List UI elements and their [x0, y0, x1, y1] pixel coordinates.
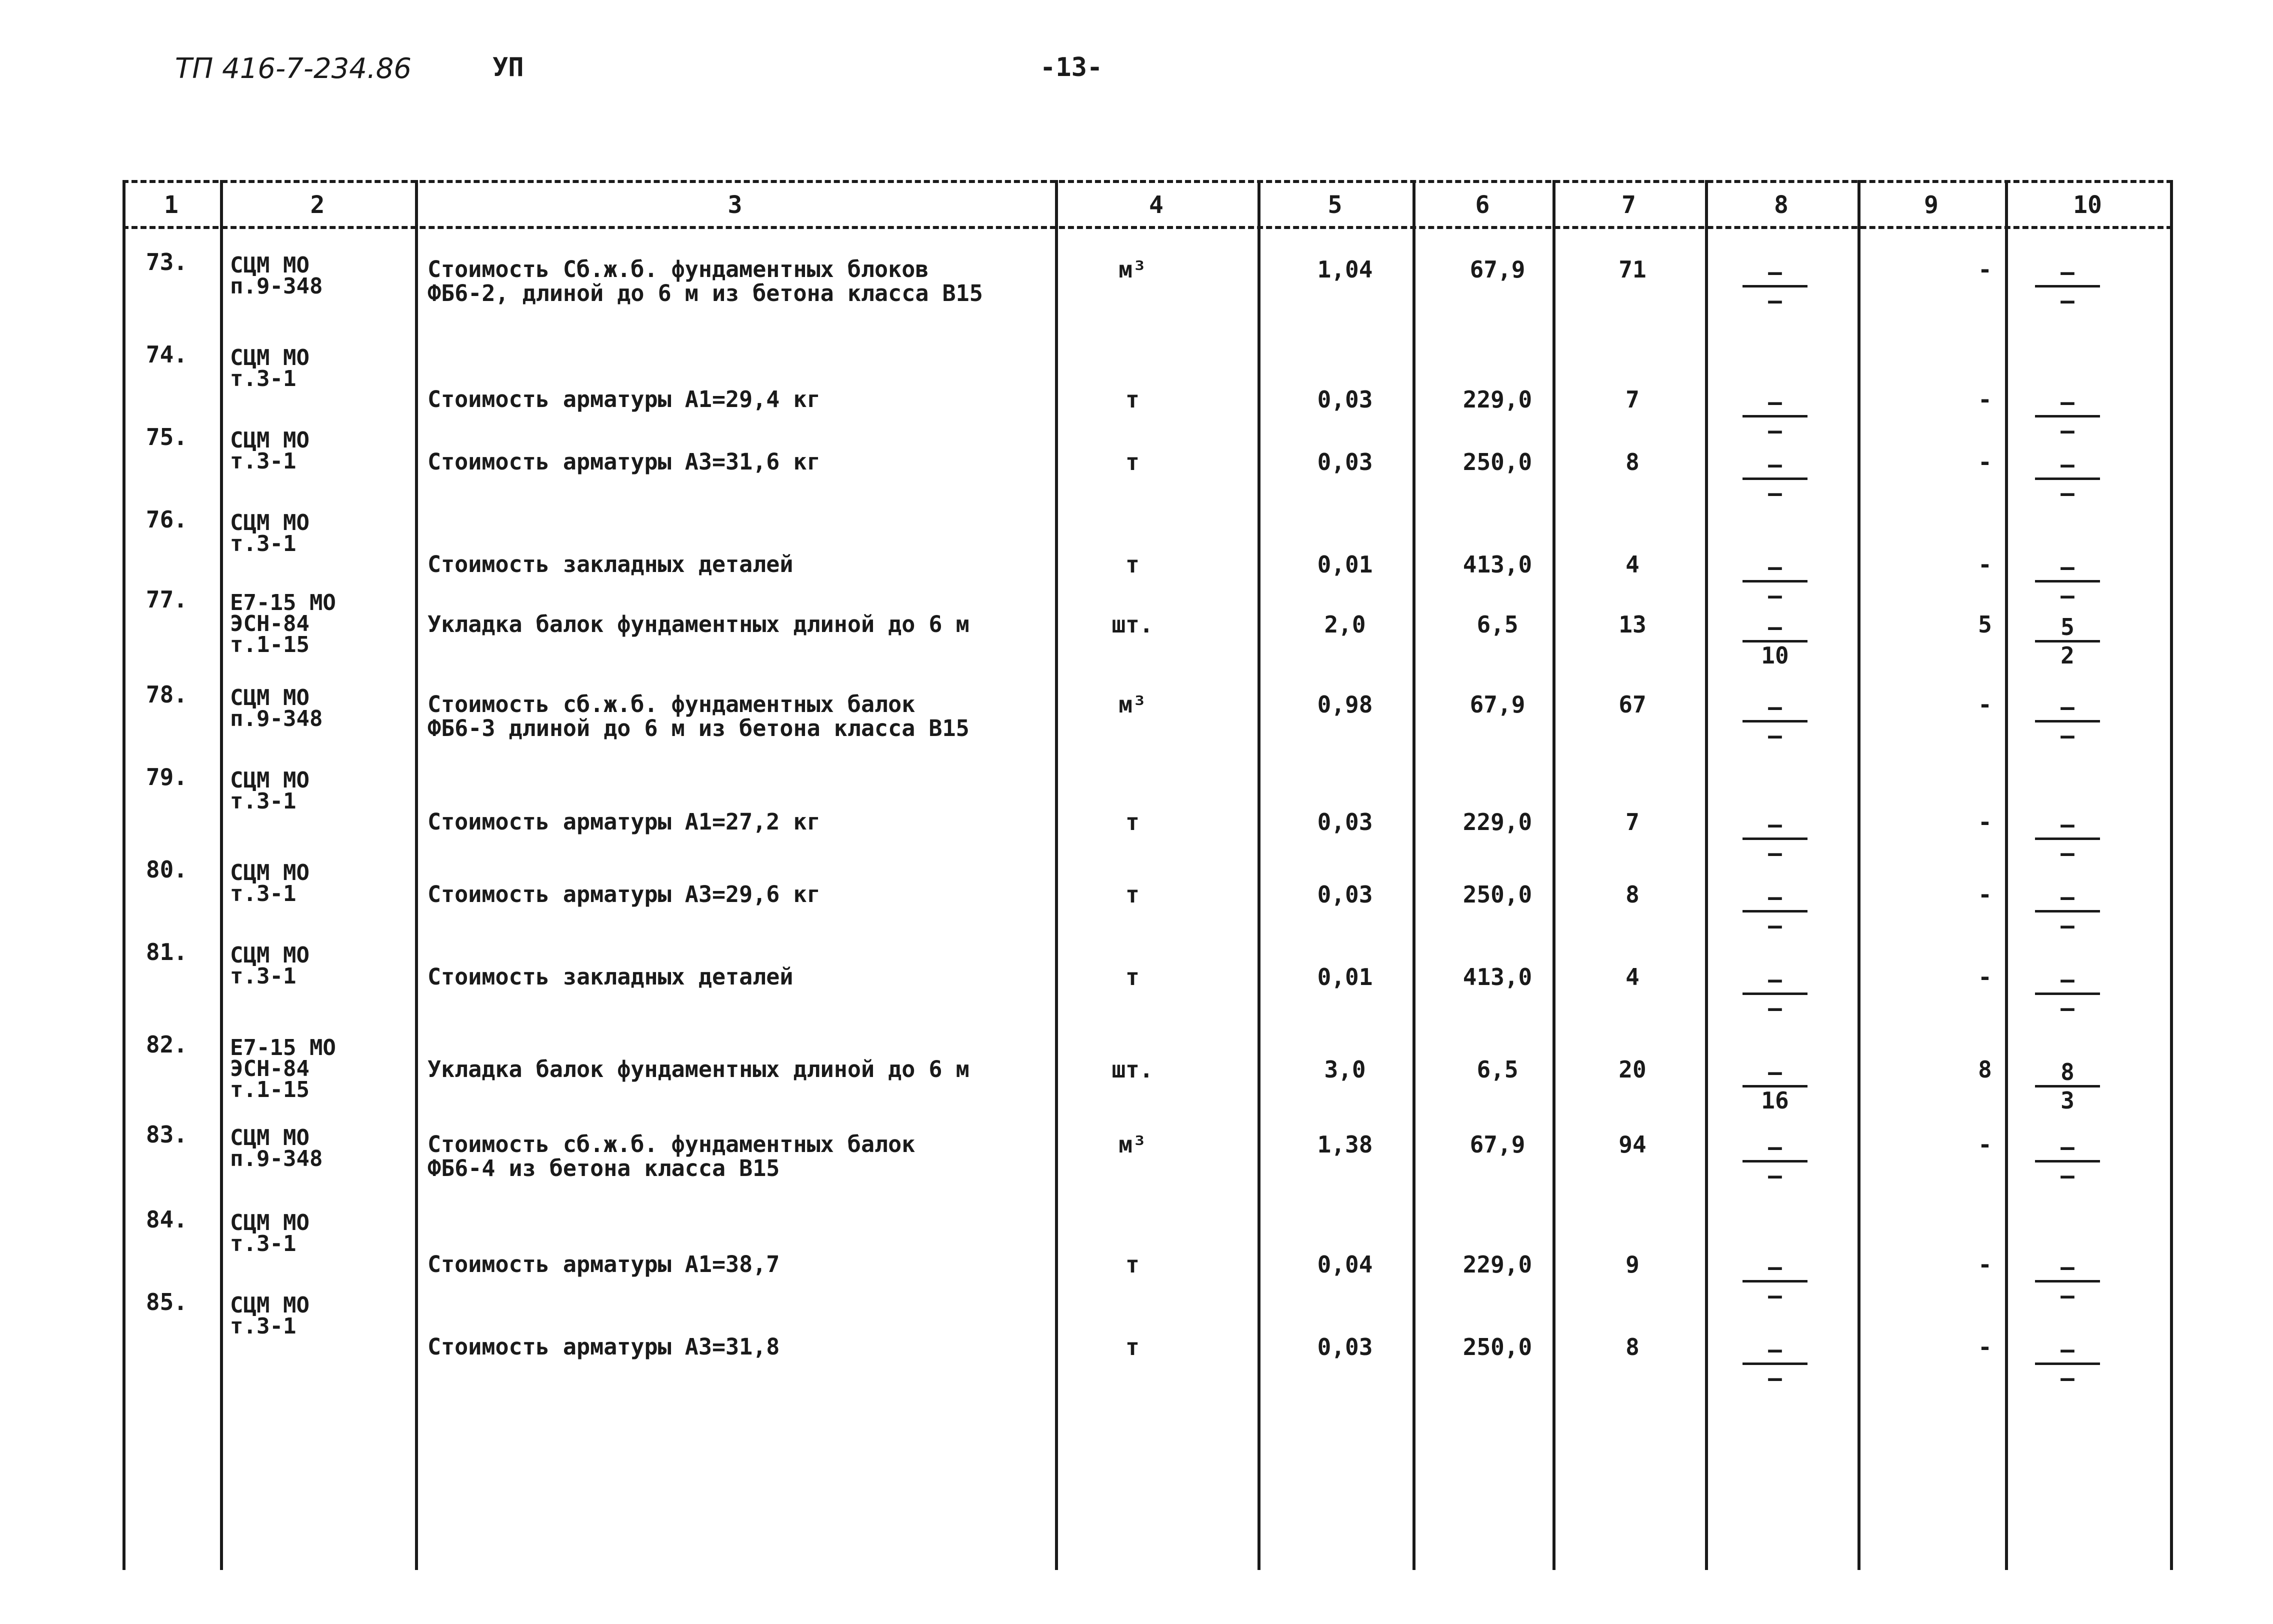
column-8-fraction-numerator: – [1768, 1134, 1782, 1160]
table-row [122, 588, 2172, 688]
total-cost-value: 7 [1626, 808, 1640, 836]
unit-cost-value: 67,9 [1470, 691, 1526, 718]
unit-cost-value: 250,0 [1462, 1334, 1532, 1360]
column-10-fraction-numerator: – [2060, 451, 2074, 478]
column-10-fraction-denominator: – [2060, 1282, 2074, 1309]
column-10-fraction [2035, 260, 2100, 312]
reference-code: СЦМ МО т.3-1 [230, 942, 310, 989]
column-10-fraction-denominator: – [2060, 840, 2074, 866]
column-10-fraction-denominator: – [2060, 417, 2074, 444]
column-8-fraction-denominator: – [1768, 912, 1782, 939]
column-8-fraction-numerator: – [1768, 614, 1782, 640]
column-10-fraction-denominator: 2 [2060, 642, 2074, 669]
column-10-fraction-numerator: – [2060, 694, 2074, 720]
quantity-value: 0,03 [1317, 808, 1373, 836]
unit-cost-value: 250,0 [1462, 881, 1532, 908]
column-8-fraction-numerator: – [1768, 966, 1782, 993]
unit-of-measure: м³ [1118, 256, 1146, 283]
unit-of-measure: т [1126, 551, 1140, 578]
column-8-fraction-denominator: – [1768, 1364, 1782, 1392]
row-number: 80. [146, 856, 188, 883]
unit-cost-value: 229,0 [1462, 1251, 1532, 1278]
column-10-fraction-denominator: 3 [2060, 1087, 2074, 1114]
unit-cost-value: 67,9 [1470, 256, 1526, 283]
total-cost-value: 20 [1618, 1056, 1646, 1083]
work-description: Стоимость сб.ж.б. фундаментных балок ФБ6-3 длиной до 6 м из бетона класса В15 [428, 691, 970, 742]
work-description: Стоимость арматуры А1=38,7 [428, 1251, 780, 1278]
row-number: 78. [146, 681, 188, 708]
row-number: 74. [146, 341, 188, 368]
unit-of-measure: т [1126, 808, 1140, 836]
column-10-fraction-numerator: – [2060, 1134, 2074, 1160]
column-8-fraction-denominator: – [1768, 722, 1782, 749]
total-cost-value: 4 [1626, 551, 1640, 578]
column-header-4: 4 [1149, 191, 1164, 219]
unit-of-measure: т [1126, 386, 1140, 413]
column-8-fraction-numerator: – [1768, 1058, 1782, 1086]
reference-code: Е7-15 МО ЭСН-84 т.1-15 [230, 590, 336, 658]
quantity-value: 0,03 [1317, 881, 1373, 908]
unit-of-measure: т [1126, 1334, 1140, 1360]
column-10-fraction [2035, 885, 2100, 938]
column-9-value: - [1978, 1334, 1992, 1360]
column-9-value: - [1978, 1251, 1992, 1278]
column-8-fraction-denominator: – [1768, 1282, 1782, 1309]
column-8-fraction-denominator: – [1768, 1162, 1782, 1189]
column-10-fraction-denominator: – [2060, 480, 2074, 506]
column-10-fraction [2035, 968, 2100, 1020]
reference-code: СЦМ МО п.9-348 [230, 252, 323, 299]
unit-of-measure: м³ [1118, 691, 1146, 718]
reference-code: СЦМ МО т.3-1 [230, 345, 310, 392]
reference-code: СЦМ МО т.3-1 [230, 768, 310, 814]
row-number: 75. [146, 424, 188, 450]
column-10-fraction [2035, 452, 2100, 505]
column-10-fraction-numerator: 8 [2060, 1058, 2074, 1086]
reference-code: СЦМ МО т.3-1 [230, 510, 310, 556]
column-8-fraction-denominator: – [1768, 840, 1782, 866]
row-number: 81. [146, 938, 188, 966]
header-bottom-rule [122, 226, 2172, 229]
column-header-7: 7 [1622, 191, 1636, 219]
unit-of-measure: т [1126, 448, 1140, 476]
quantity-value: 0,03 [1317, 386, 1373, 413]
column-8-fraction [1742, 1060, 1808, 1112]
unit-of-measure: т [1126, 964, 1140, 990]
column-10-fraction-numerator: 5 [2060, 614, 2074, 640]
total-cost-value: 7 [1626, 386, 1640, 413]
column-9-value: - [1978, 1131, 1992, 1158]
row-number: 85. [146, 1288, 188, 1316]
reference-code: СЦМ МО т.3-1 [230, 428, 310, 474]
column-10-fraction-denominator: – [2060, 1162, 2074, 1189]
table-top-rule [122, 180, 2172, 183]
column-8-fraction-numerator: – [1768, 811, 1782, 838]
column-8-fraction [1742, 260, 1808, 312]
work-description: Стоимость арматуры А3=29,6 кг [428, 881, 820, 908]
unit-of-measure: шт. [1112, 611, 1154, 638]
quantity-value: 3,0 [1324, 1056, 1366, 1083]
column-10-fraction-numerator: – [2060, 966, 2074, 993]
quantity-value: 0,04 [1317, 1251, 1373, 1278]
column-8-fraction-numerator: – [1768, 258, 1782, 286]
row-number: 79. [146, 764, 188, 790]
work-description: Стоимость арматуры А3=31,6 кг [428, 448, 820, 475]
column-header-5: 5 [1328, 191, 1342, 219]
column-8-fraction [1742, 695, 1808, 748]
column-10-fraction [2035, 695, 2100, 748]
column-header-3: 3 [728, 191, 742, 219]
total-cost-value: 8 [1626, 881, 1640, 908]
column-8-fraction-denominator: – [1768, 582, 1782, 609]
column-8-fraction-numerator: – [1768, 694, 1782, 720]
row-number: 73. [146, 248, 188, 276]
quantity-value: 0,03 [1317, 1334, 1373, 1360]
row-number: 82. [146, 1031, 188, 1058]
quantity-value: 0,01 [1317, 964, 1373, 990]
total-cost-value: 71 [1618, 256, 1646, 283]
unit-cost-value: 413,0 [1462, 964, 1532, 990]
row-number: 77. [146, 586, 188, 613]
unit-cost-value: 67,9 [1470, 1131, 1526, 1158]
column-9-value: 8 [1978, 1056, 1992, 1083]
work-description: Стоимость арматуры А3=31,8 [428, 1334, 780, 1360]
reference-code: СЦМ МО т.3-1 [230, 1210, 310, 1256]
column-8-fraction [1742, 885, 1808, 938]
unit-cost-value: 6,5 [1476, 611, 1518, 638]
reference-code: Е7-15 МО ЭСН-84 т.1-15 [230, 1035, 336, 1102]
total-cost-value: 8 [1626, 448, 1640, 476]
column-8-fraction-numerator: – [1768, 554, 1782, 580]
total-cost-value: 9 [1626, 1251, 1640, 1278]
unit-cost-value: 229,0 [1462, 386, 1532, 413]
quantity-value: 0,03 [1317, 448, 1373, 476]
column-8-fraction-numerator: – [1768, 388, 1782, 416]
column-header-10: 10 [2073, 191, 2102, 219]
quantity-value: 1,04 [1317, 256, 1373, 283]
column-10-fraction-denominator: – [2060, 582, 2074, 609]
column-10-fraction-denominator: – [2060, 287, 2074, 314]
column-8-fraction [1742, 968, 1808, 1020]
table-row [122, 1290, 2172, 1390]
column-10-fraction [2035, 1060, 2100, 1112]
column-8-fraction [1742, 1338, 1808, 1390]
column-10-fraction-numerator: – [2060, 1254, 2074, 1280]
column-header-8: 8 [1774, 191, 1788, 219]
work-description: Стоимость Сб.ж.б. фундаментных блоков ФБ6-2, длиной до 6 м из бетона класса В15 [428, 256, 983, 306]
column-10-fraction-numerator: – [2060, 388, 2074, 416]
total-cost-value: 13 [1618, 611, 1646, 638]
column-10-fraction-numerator: – [2060, 884, 2074, 910]
column-8-fraction-numerator: – [1768, 884, 1782, 910]
unit-of-measure: т [1126, 1251, 1140, 1278]
unit-cost-value: 6,5 [1476, 1056, 1518, 1083]
work-description: Стоимость сб.ж.б. фундаментных балок ФБ6-4 из бетона класса В15 [428, 1131, 916, 1182]
quantity-value: 0,98 [1317, 691, 1373, 718]
column-10-fraction-denominator: – [2060, 722, 2074, 749]
reference-code: СЦМ МО п.9-348 [230, 1125, 323, 1172]
table-row [122, 940, 2172, 1040]
column-10-fraction [2035, 615, 2100, 668]
column-10-fraction-denominator: – [2060, 912, 2074, 939]
column-header-2: 2 [310, 191, 325, 219]
column-8-fraction-denominator: – [1768, 287, 1782, 314]
work-description: Стоимость арматуры А1=29,4 кг [428, 386, 820, 412]
unit-cost-value: 250,0 [1462, 448, 1532, 476]
total-cost-value: 8 [1626, 1334, 1640, 1360]
work-description: Укладка балок фундаментных длиной до 6 м [428, 1056, 970, 1082]
column-9-value: - [1978, 256, 1992, 283]
sheet-mark: УП [492, 52, 524, 82]
column-8-fraction-denominator: 10 [1761, 642, 1789, 669]
column-9-value: - [1978, 881, 1992, 908]
work-description: Укладка балок фундаментных длиной до 6 м [428, 611, 970, 638]
column-10-fraction-denominator: – [2060, 994, 2074, 1022]
column-9-value: - [1978, 448, 1992, 476]
row-number: 83. [146, 1121, 188, 1148]
quantity-value: 0,01 [1317, 551, 1373, 578]
column-header-1: 1 [164, 191, 178, 219]
row-number: 76. [146, 506, 188, 533]
estimate-table [122, 180, 2172, 1570]
unit-cost-value: 413,0 [1462, 551, 1532, 578]
total-cost-value: 67 [1618, 691, 1646, 718]
work-description: Стоимость закладных деталей [428, 551, 794, 578]
column-8-fraction [1742, 615, 1808, 668]
column-10-fraction [2035, 1135, 2100, 1188]
column-10-fraction-numerator: – [2060, 811, 2074, 838]
column-8-fraction-numerator: – [1768, 451, 1782, 478]
quantity-value: 1,38 [1317, 1131, 1373, 1158]
unit-of-measure: м³ [1118, 1131, 1146, 1158]
column-header-9: 9 [1924, 191, 1938, 219]
quantity-value: 2,0 [1324, 611, 1366, 638]
column-8-fraction-denominator: – [1768, 994, 1782, 1022]
column-header-6: 6 [1475, 191, 1490, 219]
column-9-value: - [1978, 964, 1992, 990]
column-8-fraction-denominator: 16 [1761, 1087, 1789, 1114]
column-10-fraction-numerator: – [2060, 1336, 2074, 1363]
reference-code: СЦМ МО т.3-1 [230, 1292, 310, 1339]
reference-code: СЦМ МО п.9-348 [230, 685, 323, 732]
column-9-value: - [1978, 691, 1992, 718]
table-row [122, 250, 2172, 350]
column-10-fraction-denominator: – [2060, 1364, 2074, 1392]
row-number: 84. [146, 1206, 188, 1233]
column-8-fraction-denominator: – [1768, 480, 1782, 506]
column-9-value: - [1978, 551, 1992, 578]
table-row [122, 765, 2172, 865]
unit-of-measure: т [1126, 881, 1140, 908]
reference-code: СЦМ МО т.3-1 [230, 860, 310, 906]
column-9-value: - [1978, 808, 1992, 836]
page-number: -13- [1040, 52, 1103, 82]
work-description: Стоимость арматуры А1=27,2 кг [428, 808, 820, 835]
column-8-fraction-denominator: – [1768, 417, 1782, 444]
table-row [122, 1032, 2172, 1132]
unit-cost-value: 229,0 [1462, 808, 1532, 836]
column-10-fraction [2035, 1338, 2100, 1390]
total-cost-value: 94 [1618, 1131, 1646, 1158]
work-description: Стоимость закладных деталей [428, 964, 794, 990]
column-9-value: - [1978, 386, 1992, 413]
column-8-fraction-numerator: – [1768, 1336, 1782, 1363]
column-8-fraction-numerator: – [1768, 1254, 1782, 1280]
total-cost-value: 4 [1626, 964, 1640, 990]
column-8-fraction [1742, 452, 1808, 505]
column-8-fraction [1742, 1135, 1808, 1188]
column-10-fraction-numerator: – [2060, 554, 2074, 580]
unit-of-measure: шт. [1112, 1056, 1154, 1083]
column-10-fraction-numerator: – [2060, 258, 2074, 286]
document-code: ТП 416-7-234.86 [175, 52, 412, 85]
column-9-value: 5 [1978, 611, 1992, 638]
